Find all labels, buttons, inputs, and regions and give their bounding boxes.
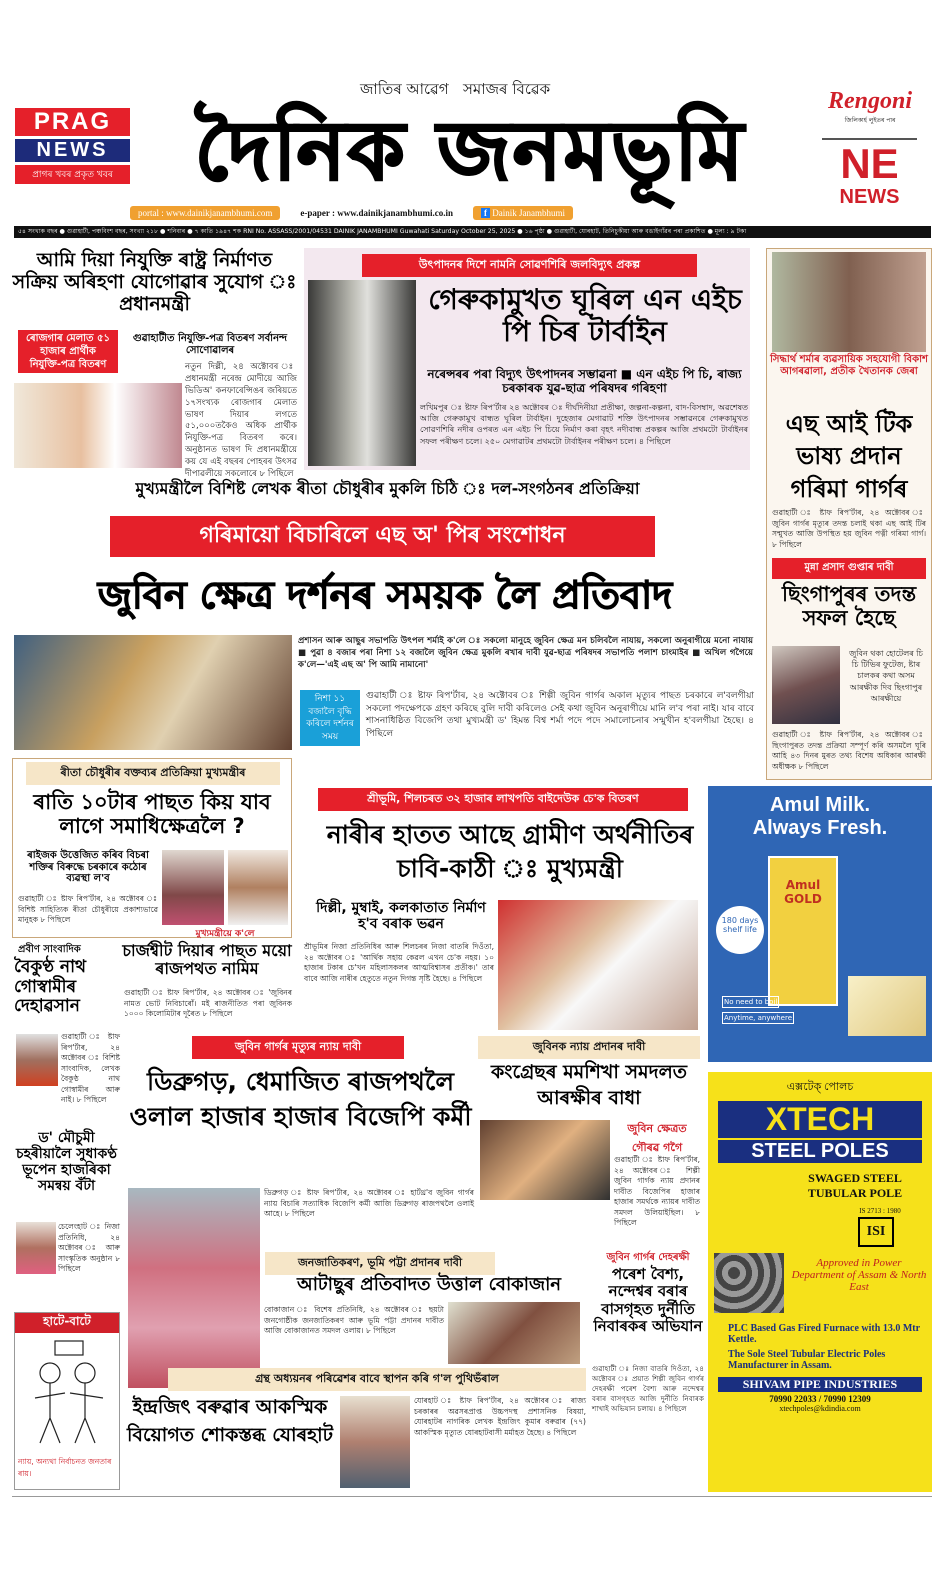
sweets-image: [848, 976, 926, 1036]
story2-sub: নৰেন্সৰৰ পৰা বিদ্যুৎ উৎপাদনৰ সম্ভাৱনা ■ এন এইচ পি চি, ৰাজ্য চৰকাৰক যুৱ-ছাত্ৰ পৰিষদৰ গৰিহণা: [427, 367, 742, 395]
story3-tag: ৰীতা চৌধুৰীৰ বক্তব্যৰ প্ৰতিক্ৰিয়া মুখ্যমন্ত্ৰীৰ: [26, 762, 280, 785]
lead-headline[interactable]: জুবিন ক্ষেত্ৰ দৰ্শনৰ সময়ক লৈ প্ৰতিবাদ: [97, 573, 673, 617]
story5-headline[interactable]: নাৰীৰ হাতত আছে গ্ৰামীণ অৰ্থনীতিৰ চাবি-কাঠী ঃ মুখ্যমন্ত্ৰী: [326, 820, 694, 883]
story8-body: ডিব্ৰুগড় ঃ ষ্টাফ ৰিপ'ৰ্টাৰ, ২৪ অক্টোবৰ ঃ হাৰ্টথ্ৰ'ব জুবিন গাৰ্গৰ ন্যায় বিচাৰি সত্যাধিক বিজেপি কৰ্মী আজি ডিব্ৰুগড় ৰাজপথলৈ ওলাই আহে। ৮ পিছিলে: [264, 1188, 474, 1218]
story9-tag: জুবিনক ন্যায় প্ৰদানৰ দাবী: [478, 1036, 700, 1059]
story6-body: গুৱাহাটী ঃ ষ্টাফ ৰিপ'ৰ্টাৰ, ২৪ অক্টোবৰ ঃ বিশিষ্ট সাংবাদিক, লেখক বৈকুণ্ঠ নাথ গোস্বামীৰ আৰু নাই। ৮ পিছিলে: [61, 1032, 120, 1104]
isi-mark-icon: ISI: [858, 1217, 894, 1247]
story7-body: চেলেংহাট ঃ নিজা প্ৰতিনিধি, ২৪ অক্টোবৰ ঃ আৰু সাংস্কৃতিক অনুষ্ঠান ৮ পিছিলে: [58, 1222, 120, 1273]
story3-sub: ৰাইজক উত্তেজিত কৰিব বিচৰা শক্তিৰ বিৰুদ্ধে চৰকাৰে কঠোৰ ব্যৱস্থা ল'ব: [27, 850, 149, 884]
cheque-distribution-photo: [498, 900, 698, 1030]
story10-tag: জনজাতিকৰণ, ভূমি পট্টা প্ৰদানৰ দাবী: [265, 1252, 495, 1275]
phone-number: 70990 22033 / 70990 12309: [769, 1394, 871, 1404]
story3-body: গুৱাহাটী ঃ ষ্টাফ ৰিপ'ৰ্টাৰ, ২৪ অক্টোবৰ ঃ বিশিষ্ট সাহিত্যিক ৰীতা চৌধুৰীয়ে প্ৰকাশ্যভাৱে মানুহক ৮ পিছিলে: [18, 894, 158, 924]
story12-headline[interactable]: ইন্দ্ৰজিৎ বৰুৱাৰ আকস্মিক বিয়োগত শোকস্তব্ধ যোৰহাট: [126, 1396, 334, 1446]
story10-headline[interactable]: আটাছুৰ প্ৰতিবাদত উত্তাল বোকাজান: [296, 1274, 562, 1295]
indrajit-barua-photo: [340, 1396, 410, 1488]
lead-tag: গৰিমায়ো বিচাৰিলে এছ অ' পিৰ সংশোধন: [110, 516, 655, 557]
mousumi-photo: [16, 1222, 56, 1274]
bottom-rule: [12, 1496, 932, 1497]
lead-body: গুৱাহাটী ঃ ষ্টাফ ৰিপ'ৰ্টাৰ, ২৪ অক্টোবৰ ঃ শিল্পী জুবিন গাৰ্গৰ অকাল মৃত্যুৰ পাছত চৰকাৰে ল'বলগীয়া সকলো পদক্ষেপকে গ্ৰহণ কৰিছে বুলি দাবী কৰিলেও সেই কথা জুবিন অনুৰাগীয়ে মানি ল'ব পৰা নাই। যাৰ বাবে শাসনাধিষ্ঠিত বিজেপি তথা মুখ্যমন্ত্ৰী ড' হিমন্ত বিশ্ব শৰ্মা পদে পদে সমালোচনাৰ সন্মুখীন হ'বলগীয়া হৈছে। ৪ পিছিলে: [366, 691, 754, 739]
story9-side-head: জুবিন ক্ষেত্ৰত গৌৰৱ গগৈ: [627, 1122, 687, 1154]
portal-link[interactable]: portal : www.dainikjanambhumi.com: [130, 206, 280, 220]
facebook-icon: f: [481, 208, 490, 218]
lead-callout: নিশা ১১ বজালৈ বৃদ্ধি কৰিলে দৰ্শনৰ সময়: [300, 690, 360, 746]
story5-sub: দিল্লী, মুম্বাই, কলকাতাত নিৰ্মাণ হ'ব বৰাক ভৱন: [316, 900, 486, 933]
info-bar: ৫৪ সংখ্যক বছৰ ● গুৱাহাটী, পঞ্চবিংশ বছৰ, সংখ্যা ২১৮ ● শনিবাৰ ● ৭ কাতি ১৯৪৭ শক RNI No. ASSASS/2001/04531 DAINIK JANAMBHUMI Guwahati Saturday October 25, 2025 ● ১৬ পৃষ্ঠা ● গুৱাহাটী, যোৰহাট, তিনিচুকীয়া আৰু বঙাইগাঁৱৰ পৰা প্ৰকাশিত ● মূল্য : ৯ টকা: [14, 226, 931, 238]
tagline: জাতিৰ আৱেগ সমাজৰ বিৱেক: [360, 80, 551, 98]
story2-headline[interactable]: গেৰুকামুখত ঘূৰিল এন এইচ পি চিৰ টাৰ্বাইন: [428, 283, 742, 349]
story5-body: শ্ৰীভূমিৰ নিজা প্ৰতিনিধিৰ আৰু শিলচৰৰ নিজা বাতৰি দিওঁতা, ২৪ অক্টোবৰ ঃ 'আৰ্থিক সহায় কেৱল এখন চে'ক নহয়। ১০ হাজাৰ টকাৰ চে'খন মহিলাসকলৰ আত্মবিশ্বাসৰ প্ৰতীক।' তাৰ বাবে আজি নাৰীৰ হেতুতে নতুন দিগন্ত সৃষ্টি হৈছে। ৪ পিছিলে: [304, 942, 494, 983]
epaper-link[interactable]: e-paper : www.dainikjanambhumi.co.in: [300, 208, 453, 218]
story8-headline[interactable]: ডিব্ৰুগড়, ধেমাজিত ৰাজপথলৈ ওলাল হাজাৰ হাজাৰ বিজেপি কৰ্মী: [129, 1067, 472, 1131]
story1-headline[interactable]: আমি দিয়া নিযুক্তি ৰাষ্ট্ৰ নিৰ্মাণত সক্ৰিয় অৰিহণা যোগোৱাৰ সুযোগ ঃ প্ৰধানমন্ত্ৰী: [12, 249, 297, 315]
story2-body: লখিমপুৰ ঃ ষ্টাফ ৰিপ'ৰ্টাৰ ২৪ অক্টোবৰ ঃ দীৰ্ঘদিনীয়া প্ৰতীক্ষা, জল্পনা-কল্পনা, বাদ-বিসম্বাদ, অৱশেষত আজি গেৰুকামুখ বান্ধত ঘূৰিল টাৰ্বাইন। দুহেজাৰ মেগাৱাট শক্তি উৎপাদনৰ সম্ভাৱনৰে গেৰুকামুখত সোৱণশিৰি নদীৰ ওপৰত এন এইচ পি চিয়ে নিৰ্মাণ কৰা বৃহৎ নদীবান্ধ প্ৰকল্পৰ আজি প্ৰথমটো টাৰ্বাইনৰ সফল পৰীক্ষণ চলে। ২৫০ মেগাৱাটৰ প্ৰথমটো টাৰ্বাইনৰ পৰীক্ষণ চলে। ৪ পিছিলে: [420, 403, 748, 446]
story11-tag: জুবিন গাৰ্গৰ দেহৰক্ষী: [606, 1252, 690, 1263]
story8-tag: জুবিন গাৰ্গৰ মৃত্যুৰ ন্যায় দাবী: [192, 1036, 404, 1059]
story1-tag: ৰোজগাৰ মেলাত ৫১ হাজাৰ প্ৰাৰ্থীক নিযুক্তি-পত্ৰ বিতৰণ: [18, 330, 118, 373]
story1-body: নতুন দিল্লী, ২৪ অক্টোবৰ ঃ প্ৰধানমন্ত্ৰী নৰেন্দ্ৰ মোদীয়ে আজি ভিডিঅ' কনফাৰেন্সিঙৰ জৰিয়তে ১৭সংখ্যক ৰোজগাৰ মেলাত ভাষণ দিয়াৰ লগতে ৫১,০০০তকৈও অধিক প্ৰাৰ্থীক নিযুক্তি-পত্ৰ বিতৰণ কৰে। অনুষ্ঠানত ভাষণ দি প্ৰধানমন্ত্ৰীয়ে কয় যে এই বছৰৰ পোহৰৰ উৎসৱ দীপাৱলীয়ে সকলোৰে ৮ পিছিলে: [185, 362, 297, 480]
story9-body: গুৱাহাটী ঃ ষ্টাফ ৰিপ'ৰ্টাৰ, ২৪ অক্টোবৰ ঃ শিল্পী জুবিন গাৰ্গক ন্যায় প্ৰদানৰ দাবীত বিজেপিৰ হাজাৰ হাজাৰ সমৰ্থকে ন্যায়ৰ দাবীত সমদল উলিয়াইছিল। ৮ পিছিলে: [614, 1155, 700, 1227]
story9-headline[interactable]: কংগ্ৰেছৰ মমশিখা সমদলত আৰক্ষীৰ বাধা: [490, 1061, 688, 1109]
story12-body: যোৰহাট ঃ ষ্টাফ ৰিপ'ৰ্টাৰ, ২৪ অক্টোবৰ ঃ ৰাজ্য চৰকাৰৰ অৱসৰপ্ৰাপ্ত উচ্চপদস্থ প্ৰশাসনিক বিষয়া, যোৰহাটৰ নাগৰিক লেখক ইন্দ্ৰজিৎ কুমাৰ বৰুৱাৰ (৭৭) আকস্মিক মৃত্যুত যোৰহাটবাসী মৰ্মাহত হৈছে। ৪ পিছিলে: [414, 1396, 586, 1437]
story4-body: গুৱাহাটী ঃ ষ্টাফ ৰিপ'ৰ্টাৰ, ২৪ অক্টোবৰ ঃ 'জুবিনৰ নামত ভোট নিবিচাৰোঁ। মই ৰাজনীতিত পৰা জুবিনক ১০০০ কিলোমিটাৰ দূৰৈত ৮ পিছিলে: [124, 988, 292, 1018]
modi-photo: [14, 383, 182, 468]
chief-minister-photo: [228, 850, 288, 925]
bjp-rally-photo: [128, 1188, 260, 1388]
web-links-bar: [130, 205, 635, 221]
amul-ad[interactable]: Amul Milk. Always Fresh. Amul GOLD 180 days shelf life No need to boil Anytime, anywhere: [708, 786, 932, 1062]
zubin-kshetra-photo: [14, 635, 292, 750]
story2-tag: উৎপাদনৰ দিশে নামনি সোৱণশিৰি জলবিদ্যুৎ প্ৰকল্প: [362, 254, 697, 277]
email-link[interactable]: xtechpoles@kdindia.com: [779, 1404, 861, 1413]
story1-sub: গুৱাহাটীত নিযুক্তি-পত্ৰ বিতৰণ সৰ্বানন্দ সোণোৱালৰ: [132, 333, 288, 356]
facebook-link[interactable]: f Dainik Janambhumi: [473, 206, 573, 220]
story6-headline[interactable]: বৈকুণ্ঠ নাথ গোস্বামীৰ দেহাৱসান: [14, 957, 87, 1017]
bokajan-protest-photo: [448, 1302, 580, 1364]
story4-headline[interactable]: চাৰ্জশ্বীট দিয়াৰ পাছত ময়ো ৰাজপথত নামিম: [122, 941, 292, 979]
right2-body: গুৱাহাটী ঃ ষ্টাফ ৰিপ'ৰ্টাৰ, ২৪ অক্টোবৰ ঃ ছিংগাপুৰত তদন্ত প্ৰক্ৰিয়া সম্পূৰ্ণ কৰি অসমলৈ ঘূৰি আহি ৪৩ দিনৰ মুৰত তথ্য বিশেষ অধিকাৰ আৰক্ষী অধীক্ষক ৮ পিছিলে: [772, 730, 926, 771]
right1-body: গুৱাহাটী ঃ ষ্টাফ ৰিপ'ৰ্টাৰ, ২৪ অক্টোবৰ ঃ জুবিন গাৰ্গৰ মৃত্যুৰ তদন্ত চলাই থকা এছ আই টিৰ সন্মুখত আজি উপস্থিত হয় জুবিন পত্নী গৰিমা গাৰ্গ। ৮ পিছিলে: [772, 508, 926, 549]
ne-news-logo: NE NEWS: [822, 138, 917, 208]
right1-headline[interactable]: এছ আই টিক ভাষ্য প্ৰদান গৰিমা গাৰ্গৰ: [785, 410, 913, 503]
turbine-photo: [308, 280, 416, 466]
prag-news-logo: PRAG NEWS প্ৰাগৰ খবৰ প্ৰকৃত খবৰ: [15, 108, 130, 188]
story7-headline[interactable]: ড' মৌচুমী চহৰীয়ালৈ সুধাকণ্ঠ ভূপেন হাজৰিকা সমন্বয় বঁটা: [16, 1130, 117, 1195]
rengoni-logo: Rengoni জিলিকাৰ্হ লুইতৰ পাৰ: [827, 88, 913, 124]
lead-intro: প্ৰশাসন আৰু আছুৰ সভাপতি উৎপল শৰ্মাই ক'লে ঃ সকলো মানুহে জুবিন ক্ষেত্ৰ মন চলিবলৈ নাযায়, সকলো অনুৰাগীয়ে মনো নাযায় ■ পুৱা ৪ বজাৰ পৰা নিশা ১২ বজালৈ জুবিন ক্ষেত্ৰ মুকলি ৰখাৰ দাবী যুৱ-ছাত্ৰ পৰিষদৰ সভাপতি পলাশ চাংমাইৰ ■ অখিল গগৈয়ে ক'লে—'এই এছ অ' পি আমি নামানো': [298, 636, 753, 670]
story11-body: গুৱাহাটী ঃ নিজা বাতৰি দিওঁতা, ২৪ অক্টোবৰ ঃ প্ৰয়াত শিল্পী জুবিন গাৰ্গৰ দেহৰক্ষী পৰেশ বৈশ্য আৰু নন্দেশ্বৰ বৰাৰ বাসগৃহত আজি দুৰ্নীতি নিবাৰক শাখাই অভিযান চলায়। ৪ পিছিলে: [592, 1364, 704, 1414]
cartoon-caption: ন্যায়, অন্যথা নিৰ্বাচনত জনতাৰ ৰায়।: [18, 1457, 112, 1478]
xtech-ad[interactable]: এক্সটেক্ পোলচ XTECH STEEL POLES SWAGED STEEL TUBULAR POLE IS 2713 : 1980 ISI Approved in Power Department of Assam & North East PLC Based Gas Fired Furnace with 13.0 Mtr Kettle. The Sole Steel Tubular Electric Poles Manufacturer in Assam. SHIVAM PIPE INDUSTRIES 70990 22033 / 70990 12309 xtechpoles@kdindia.com: [708, 1072, 932, 1492]
cartoon-title: হাটে-বাটে: [15, 1313, 119, 1333]
rita-chowdhury-photo: [162, 850, 224, 925]
pipes-image: [714, 1253, 784, 1313]
munna-photo: [772, 646, 840, 724]
cartoon-drawing: [15, 1333, 119, 1453]
amul-pack: Amul GOLD: [768, 856, 838, 1006]
story5-tag: শ্ৰীভূমি, শিলচৰত ৩২ হাজাৰ লাখপতি বাইদেউক চে'ক বিতৰণ: [318, 788, 688, 811]
strip-headline[interactable]: মুখ্যমন্ত্ৰীলৈ বিশিষ্ট লেখক ৰীতা চৌধুৰীৰ মুকলি চিঠি ঃ দল-সংগঠনৰ প্ৰতিক্ৰিয়া: [135, 479, 640, 498]
story11-headline[interactable]: পৰেশ বৈশ্য, নন্দেশ্বৰ বৰাৰ বাসগৃহত দুৰ্নীতি নিবাৰকৰ অভিযান: [593, 1265, 703, 1335]
story10-body: বোকাজান ঃ বিশেষ প্ৰতিনিধি, ২৪ অক্টোবৰ ঃ ছয়টা জনগোষ্ঠীক জনজাতিকৰণ আৰু ভূমি পট্টা প্ৰদানৰ দাবীত আজি বোকাজানত সমদল ওলায়। ৮ পিছিলে: [264, 1305, 444, 1335]
story6-label: প্ৰবীণ সাংবাদিক: [18, 944, 81, 955]
story3-headline[interactable]: ৰাতি ১০টাৰ পাছত কিয় যাব লাগে সমাধিক্ষেত্ৰলৈ ?: [33, 790, 271, 839]
sit-photo: [772, 252, 926, 352]
story3-photo-caption: মুখ্যমন্ত্ৰীয়ে ক'লে: [195, 929, 255, 939]
right1-caption: সিদ্ধাৰ্থ শৰ্মাৰ ব্যৱসায়িক সহযোগী বিকাশ আগৰৱালা, প্ৰতীক খৈতানক জেৰা: [770, 354, 928, 377]
right2-tag: মুন্না প্ৰসাদ গুপ্তাৰ দাবী: [772, 558, 926, 579]
story12-tag: গ্ৰন্থ অধ্যয়নৰ পৰিৱেশৰ বাবে স্থাপন কৰি গ'ল পুথিভঁৰাল: [168, 1368, 586, 1391]
right2-side: জুবিন থকা হোটেলৰ চি চি টিভিৰ ফুটেজ, ষ্টাৰ চালকৰ কথা অসম আৰক্ষীক দিব ছিংগাপুৰ আৰক্ষীয়ে: [849, 649, 923, 703]
cartoon-box: [14, 1312, 120, 1490]
right2-headline[interactable]: ছিংগাপুৰৰ তদন্ত সফল হৈছে: [781, 582, 917, 631]
newspaper-title: দৈনিক জনমভূমি: [194, 104, 746, 199]
